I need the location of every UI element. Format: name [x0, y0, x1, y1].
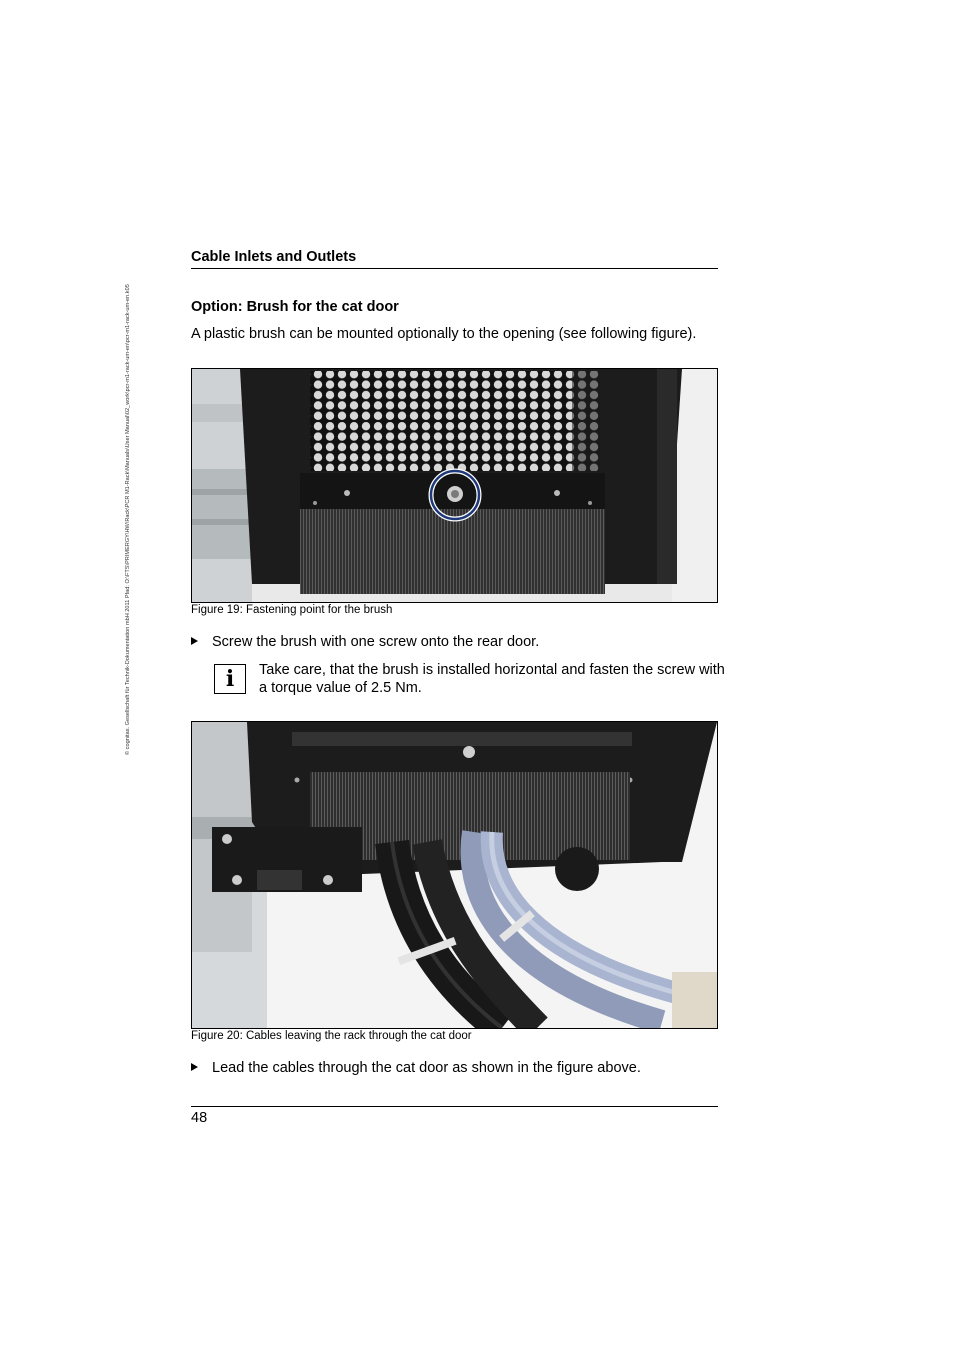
- step-lead-cables-text: Lead the cables through the cat door as shown in the figure above.: [212, 1060, 641, 1076]
- figure-19-illustration: [192, 369, 717, 602]
- figure-19-photo: [191, 368, 718, 603]
- info-icon: i: [214, 664, 246, 694]
- figure-20-illustration: [192, 722, 717, 1028]
- side-margin-note: [124, 240, 136, 760]
- figure-20-caption: Figure 20: Cables leaving the rack through the cat door: [191, 1030, 472, 1042]
- figure-19-caption: Figure 19: Fastening point for the brush: [191, 604, 393, 616]
- step-lead-cables: [191, 1060, 641, 1076]
- page-number: 48: [191, 1110, 208, 1126]
- side-margin-note-text: © cognitas. Gesellschaft für Technik-Dokumentation mbH 2011 Pfad: O:\FTS\PRIMERGY\HW\Rack\PCR M1-Rack\Manuals\User Manual\02_work\pcr-m1-rack-um-en\pcr-m1-rack-um-en.k05: [125, 284, 131, 755]
- subheading: Option: Brush for the cat door: [191, 299, 399, 315]
- section-header: Cable Inlets and Outlets: [191, 249, 718, 269]
- bullet-arrow-icon: [191, 1063, 198, 1071]
- step-screw-brush: [191, 634, 539, 650]
- step-screw-brush-text: Screw the brush with one screw onto the rear door.: [212, 634, 540, 650]
- bullet-arrow-icon: [191, 637, 198, 645]
- footer-rule: [191, 1106, 718, 1107]
- note-text: Take care, that the brush is installed horizontal and fasten the screw with a torque value of 2.5 Nm.: [259, 662, 725, 696]
- intro-paragraph: A plastic brush can be mounted optionally to the opening (see following figure).: [191, 326, 697, 342]
- figure-20-photo: [191, 721, 718, 1029]
